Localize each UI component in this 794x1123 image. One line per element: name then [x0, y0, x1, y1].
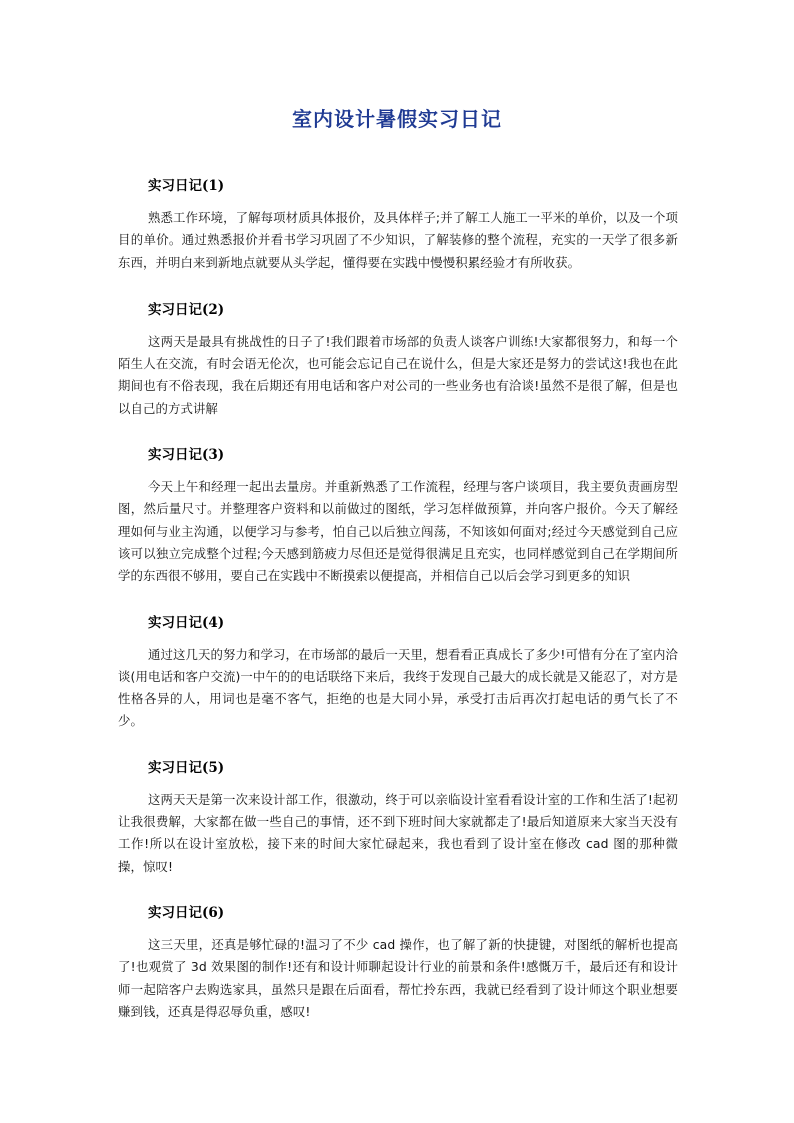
entry-heading: 实习日记(3): [148, 447, 225, 464]
entry-heading: 实习日记(6): [148, 904, 225, 921]
entry-body: 这两天天是第一次来设计部工作，很激动，终于可以亲临设计室看看设计室的工作和生活了!起初让我很费解，大家都在做一些自己的事情，还不到下班时间大家就都走了!最后知道原来大家当天没有工作!所以在设计室放松，接下来的时间大家忙碌起来，我也看到了设计室在修改 cad 图的那种微操，惊叹!: [118, 791, 678, 874]
entry-heading: 实习日记(1): [148, 178, 225, 194]
diary-entry-4: [118, 613, 678, 733]
entry-heading: 实习日记(5): [148, 759, 225, 776]
diary-entry-1: [118, 176, 678, 274]
diary-entry-3: [118, 445, 678, 587]
document-content: [118, 176, 678, 1023]
entry-body: 这三天里，还真是够忙碌的!温习了不少 cad 操作，也了解了新的快捷键，对图纸的解析也提高了!也观赏了 3d 效果图的制作!还有和设计师聊起设计行业的前景和条件!感慨万千，最后还有和设计师一起陪客户去购选家具，虽然只是跟在后面看，帮忙拎东西，我就已经看到了设计师这个职业想要赚到钱，还真是得忍辱负重，感叹!: [118, 936, 678, 1019]
diary-entry-5: [118, 758, 678, 878]
diary-entry-6: [118, 903, 678, 1023]
entry-body: 今天上午和经理一起出去量房。并重新熟悉了工作流程，经理与客户谈项目，我主要负责画房型图，然后量尺寸。并整理客户资料和以前做过的图纸，学习怎样做预算，并向客户报价。今天了解经理如何与业主沟通，以便学习与参考，怕自己以后独立闯荡，不知该如何面对;经过今天感觉到自己应该可以独立完成整个过程;今天感到筋疲力尽但还是觉得很满足且充实，也同样感觉到自己在学期间所学的东西很不够用，要自己在实践中不断摸索以便提高，并相信自己以后会学习到更多的知识: [118, 479, 678, 584]
entry-heading: 实习日记(4): [148, 614, 225, 631]
diary-entry-2: [118, 300, 678, 420]
entry-body: 熟悉工作环境，了解每项材质具体报价，及具体样子;并了解工人施工一平米的单价，以及一个项目的单价。通过熟悉报价并看书学习巩固了不少知识，了解装修的整个流程，充实的一天学了很多新东西，并明白来到新地点就要从头学起，懂得要在实践中慢慢积累经验才有所收获。: [118, 210, 678, 270]
entry-body: 这两天是最具有挑战性的日子了!我们跟着市场部的负责人谈客户训练!大家都很努力，和每一个陌生人在交流，有时会语无伦次，也可能会忘记自己在说什么，但是大家还是努力的尝试这!我也在此期间也有不俗表现，我在后期还有用电话和客户对公司的一些业务也有洽谈!虽然不是很了解，但是也以自己的方式讲解: [118, 333, 678, 416]
entry-heading: 实习日记(2): [148, 301, 225, 318]
entry-body: 通过这几天的努力和学习，在市场部的最后一天里，想看看正真成长了多少!可惜有分在了室内洽谈(用电话和客户交流)一中午的的电话联络下来后，我终于发现自己最大的成长就是又能忍了，对方是性格各异的人，用词也是毫不客气，拒绝的也是大同小异，承受打击后再次打起电话的勇气长了不少。: [118, 646, 678, 729]
document-title: 室内设计暑假实习日记: [292, 107, 502, 131]
